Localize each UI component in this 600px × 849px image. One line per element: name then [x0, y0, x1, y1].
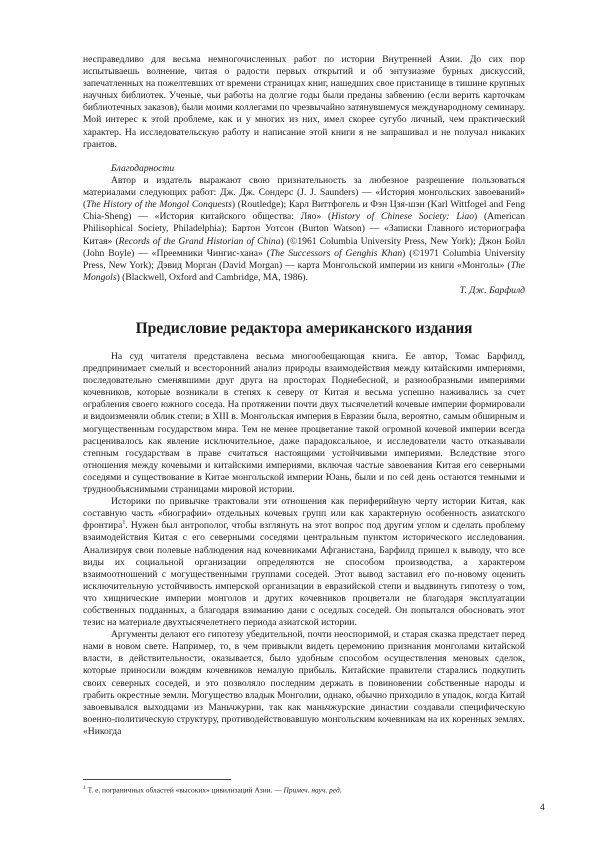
section-title: Предисловие редактора американского издания [135, 320, 473, 337]
footnote-divider [83, 779, 231, 780]
preface-paragraph-2 [83, 496, 525, 629]
ack-segment-2: ) (Routledge); Карл Виттфогель и Фэн Цзя-шэн (Karl Wittfogel and Feng Chia-Sheng) — «История китайского общества: Ляо» ( [83, 199, 526, 223]
page-number: 4 [540, 803, 545, 813]
acknowledgements-block [83, 163, 525, 297]
ack-segment-5: ) (©1971 Columbia University Press, New York); Дэвид Морган (David Morgan) — карта Монгольской империи из книги «Монголы» ( [83, 247, 526, 271]
preface-paragraph-2-part-a: Историки по привычке трактовали эти отношения как периферийную черту истории Китая, как составную часть «биографии» отдельных кочевых групп или как характерную особенность азиатского фронтира [83, 496, 525, 532]
preface-body [83, 351, 525, 738]
ack-italic-title-4: The Successors of Genghis Khan [269, 247, 403, 259]
opening-paragraph-block [83, 54, 525, 151]
ack-segment-6: ) (Blackwell, Oxford and Cambridge, MA, 1986). [116, 271, 308, 283]
ack-segment-3: ) (American Philisophical Society, Philadelphia); Бартон Уотсон (Burton Watson) — «Записки Главного историографа Китая» ( [83, 211, 525, 247]
footnote-number: 1 [83, 785, 86, 791]
ack-segment-4: ) (©1961 Columbia University Press, New York); Джон Бойл (John Boyle) — «Преемники Чингис-хана» ( [83, 235, 525, 259]
ack-italic-title-5: The Mongols [83, 259, 525, 283]
ack-italic-title-3: Records of the Grand Historian of China [118, 235, 281, 247]
opening-paragraph: несправедливо для весьма немногочисленных работ по истории Внутренней Азии. До сих пор испытываешь волнение, читая о радости первых открытий и об энтузиазме бурных дискуссий, запечатленных на пожелтевших от времени страницах книг, нашедших свое пристанище в тишине крупных научных библиотек. Ученые, чьи работы на долгие годы были преданы забвению (если верить карточкам библиотечных заказов), были моими коллегами по чрезвычайно затянувшемуся международному семинару. Мой интерес к этой проблеме, как и у многих из них, имел скорее сугубо личный, чем практический характер. На исследовательскую работу и написание этой книги я не запрашивал и не получал никаких грантов. [83, 54, 525, 150]
acknowledgements-text [83, 175, 525, 284]
preface-paragraph-1: На суд читателя представлена весьма многообещающая книга. Ее автор, Томас Барфилд, предпринимает смелый и всесторонний анализ природы взаимодействия между китайскими империями, последовательно сменявшими друг друга на просторах Поднебесной, и разнообразными империями кочевников, которые возникали в степях к северу от Китая и весьма успешно наживались за счет ограбления своего южного соседа. На протяжении почти двух тысячелетий кочевые империи формировали и видоизменяли облик степи; в XIII в. Монгольская империя в Евразии была, вероятно, самым обширным и могущественным государством мира. Тем не менее процветание такой огромной кочевой империи всегда расценивалось как явление исключительное, даже парадоксальное, и исследователи часто отказывали степным государствам в праве считаться настоящими устойчивыми империями. Вследствие этого отношения между кочевыми и китайскими империями, включая частые завоевания Китая его северными соседями и существование в Китае монгольской империи Юань, были и по сей день остаются темными и труднообъяснимыми страницами мировой истории. [83, 351, 525, 496]
preface-paragraph-2-part-b: . Нужен был антрополог, чтобы взглянуть на этот вопрос под другим углом и сделать проблему взаимодействия Китая с его северными соседями центральным пунктом исторического исследования. Анализируя свои полевые наблюдения над кочевниками Афганистана, Барфилд пришел к выводу, что все виды их социальной организации определяются не способом производства, а характером взаимоотношений с могущественными группами соседей. Этот вывод заставил его по-новому оценить исключительную устойчивость имперской организации в евразийской степи и выдвинуть гипотезу о том, что хищнические империи монголов и других кочевников процветали не благодаря эксплуатации собственных подданных, а благодаря взиманию дани с оседлых соседей. Он попытался обосновать этот тезис на материале двухтысячелетнего периода азиатской истории. [83, 520, 525, 629]
footnote-reference[interactable]: 1 [122, 520, 126, 527]
ack-italic-title-1: The History of the Mongol Conquests [86, 199, 232, 211]
preface-paragraph-3: Аргументы делают его гипотезу убедительной, почти неоспоримой, и старая сказка предстает перед нами в новом свете. Например, то, в чем привыкли видеть церемонию признания монголами китайской власти, в действительности, оказывается, было удобным способом осуществления меновых сделок, которые приносили вождям кочевников немалую прибыль. Китайские правители старались подкупить своих северных соседей, и это позволяло последним держать в повиновении собственные народы и грабить окрестные земли. Могущество владык Монголии, однако, обычно приходило в упадок, когда Китай завоевывался выходцами из Маньчжурии, так как маньчжурские династии создавали специфическую военно-политическую структуру, противодействовавшую монгольским кочевникам на их коренных землях. «Никогда [83, 629, 525, 737]
author-signature: Т. Дж. Барфилд [459, 284, 525, 296]
footnote-text: Т. е. пограничных областей «высоких» цивилизаций Азии. — [85, 785, 284, 795]
ack-italic-title-2: History of Chinese Society: Liao [331, 211, 474, 223]
acknowledgements-heading: Благодарности [111, 163, 175, 174]
footnote [83, 784, 525, 794]
ack-segment-1: Автор и издатель выражают свою признательность за любезное разрешение пользоваться материалами следующих работ: Дж. Дж. Сондерс (J. J. Saunders) — «История монгольских завоеваний» ( [83, 175, 525, 211]
footnote-editor-note: Примеч. науч. ред. [283, 785, 342, 795]
